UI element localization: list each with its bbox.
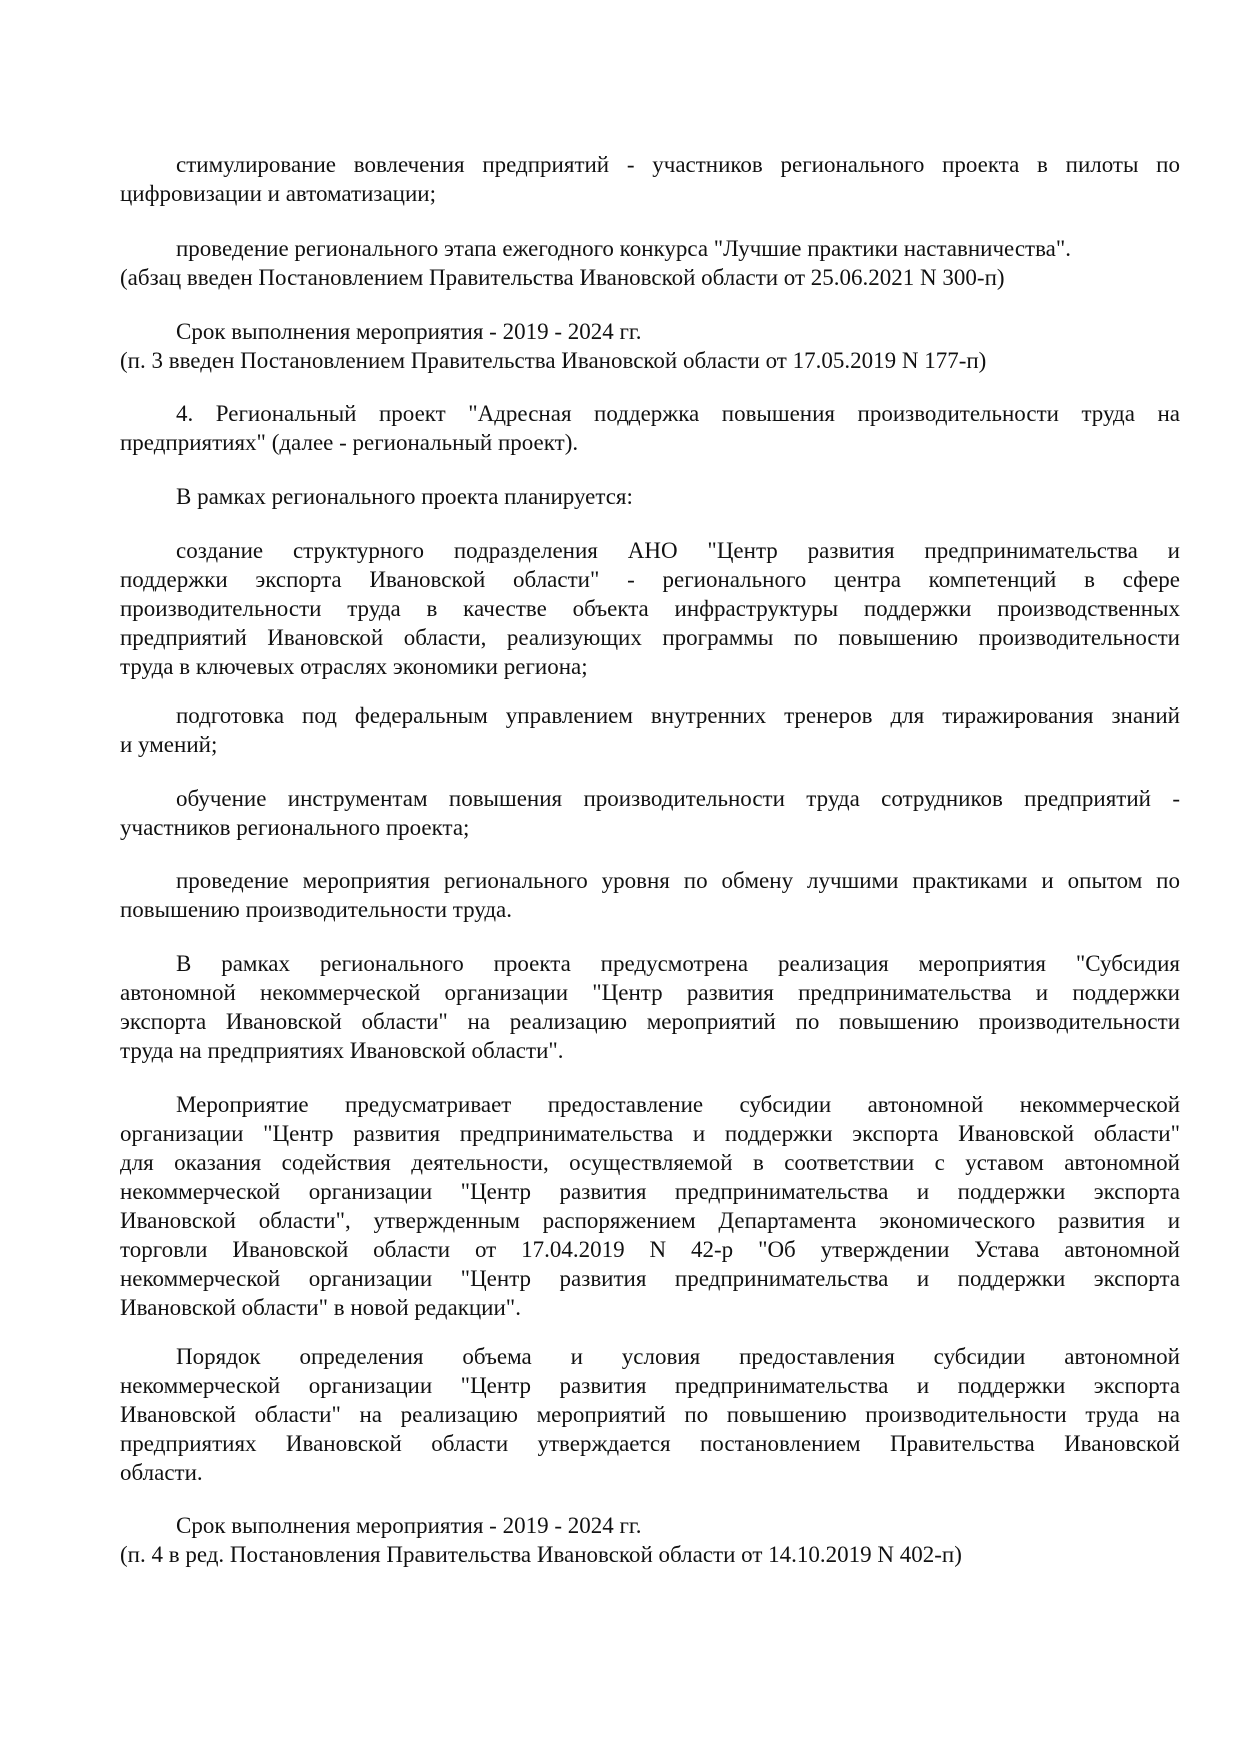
text-line: стимулирование вовлечения предприятий - участников регионального проекта в пилоты по: [176, 152, 1180, 177]
paragraph-subsidy: [120, 949, 1180, 1065]
text-line: проведение регионального этапа ежегодного конкурса "Лучшие практики наставничества".: [176, 236, 1071, 261]
text-line: и умений;: [120, 732, 218, 757]
text-line: экспорта Ивановской области" на реализацию мероприятий по повышению производительности: [120, 1009, 1180, 1034]
paragraph-training: [120, 784, 1180, 842]
text-line: цифровизации и автоматизации;: [120, 181, 437, 206]
text-line: некоммерческой организации "Центр развития предпринимательства и поддержки экспорта: [120, 1266, 1180, 1291]
text-line: Ивановской области", утвержденным распоряжением Департамента экономического развития и: [120, 1208, 1180, 1233]
text-line: проведение мероприятия регионального уровня по обмену лучшими практиками и опытом по: [176, 868, 1180, 893]
text-line: предприятиях" (далее - региональный проект).: [120, 430, 579, 455]
text-line: некоммерческой организации "Центр развития предпринимательства и поддержки экспорта: [120, 1373, 1180, 1398]
paragraph-best-practices: [120, 234, 1180, 292]
text-line: Срок выполнения мероприятия - 2019 - 2024 гг.: [176, 1513, 642, 1538]
text-line: торговли Ивановской области от 17.04.2019 N 42-р "Об утверждении Устава автономной: [120, 1237, 1180, 1262]
text-line: труда в ключевых отраслях экономики региона;: [120, 654, 588, 679]
text-line: обучение инструментам повышения производительности труда сотрудников предприятий -: [176, 786, 1180, 811]
paragraph-trainers: [120, 701, 1180, 759]
amendment-note: (п. 4 в ред. Постановления Правительства Ивановской области от 14.10.2019 N 402-п): [120, 1542, 962, 1567]
text-line: В рамках регионального проекта планируется:: [176, 484, 633, 509]
text-line: В рамках регионального проекта предусмотрена реализация мероприятия "Субсидия: [176, 951, 1180, 976]
text-line: участников регионального проекта;: [120, 815, 470, 840]
text-line: предприятиях Ивановской области утверждается постановлением Правительства Ивановской: [120, 1431, 1180, 1456]
text-line: Мероприятие предусматривает предоставление субсидии автономной некоммерческой: [176, 1092, 1180, 1117]
text-line: производительности труда в качестве объекта инфраструктуры поддержки производственных: [120, 596, 1180, 621]
text-line: поддержки экспорта Ивановской области" - регионального центра компетенций в сфере: [120, 567, 1180, 592]
text-line: Ивановской области" в новой редакции".: [120, 1295, 521, 1320]
paragraph-planned: [120, 482, 1180, 511]
text-line: автономной некоммерческой организации "Центр развития предпринимательства и поддержки: [120, 980, 1180, 1005]
text-line: создание структурного подразделения АНО "Центр развития предпринимательства и: [176, 538, 1180, 563]
text-line: предприятий Ивановской области, реализующих программы по повышению производительности: [120, 625, 1180, 650]
amendment-note: (п. 3 введен Постановлением Правительства Ивановской области от 17.05.2019 N 177-п): [120, 348, 987, 373]
text-line: области.: [120, 1460, 203, 1485]
text-line: подготовка под федеральным управлением внутренних тренеров для тиражирования знаний: [176, 703, 1180, 728]
paragraph-procedure: [120, 1342, 1180, 1487]
text-line: Ивановской области" на реализацию мероприятий по повышению производительности труда на: [120, 1402, 1180, 1427]
paragraph-project-4: [120, 399, 1180, 457]
paragraph-subsidy-details: [120, 1090, 1180, 1322]
text-line: организации "Центр развития предпринимательства и поддержки экспорта Ивановской области": [120, 1121, 1180, 1146]
paragraph-term-p4: [120, 1511, 1180, 1569]
text-line: 4. Региональный проект "Адресная поддержка повышения производительности труда на: [176, 401, 1180, 426]
paragraph-event: [120, 866, 1180, 924]
paragraph-term-p3: [120, 317, 1180, 375]
text-line: Порядок определения объема и условия предоставления субсидии автономной: [176, 1344, 1180, 1369]
paragraph-creation: [120, 536, 1180, 681]
paragraph-stimulation: [120, 150, 1180, 208]
text-line: повышению производительности труда.: [120, 897, 513, 922]
text-line: труда на предприятиях Ивановской области".: [120, 1038, 564, 1063]
text-line: для оказания содействия деятельности, осуществляемой в соответствии с уставом автономной: [120, 1150, 1180, 1175]
text-line: Срок выполнения мероприятия - 2019 - 2024 гг.: [176, 319, 642, 344]
text-line: некоммерческой организации "Центр развития предпринимательства и поддержки экспорта: [120, 1179, 1180, 1204]
amendment-note: (абзац введен Постановлением Правительства Ивановской области от 25.06.2021 N 300-п): [120, 265, 1005, 290]
